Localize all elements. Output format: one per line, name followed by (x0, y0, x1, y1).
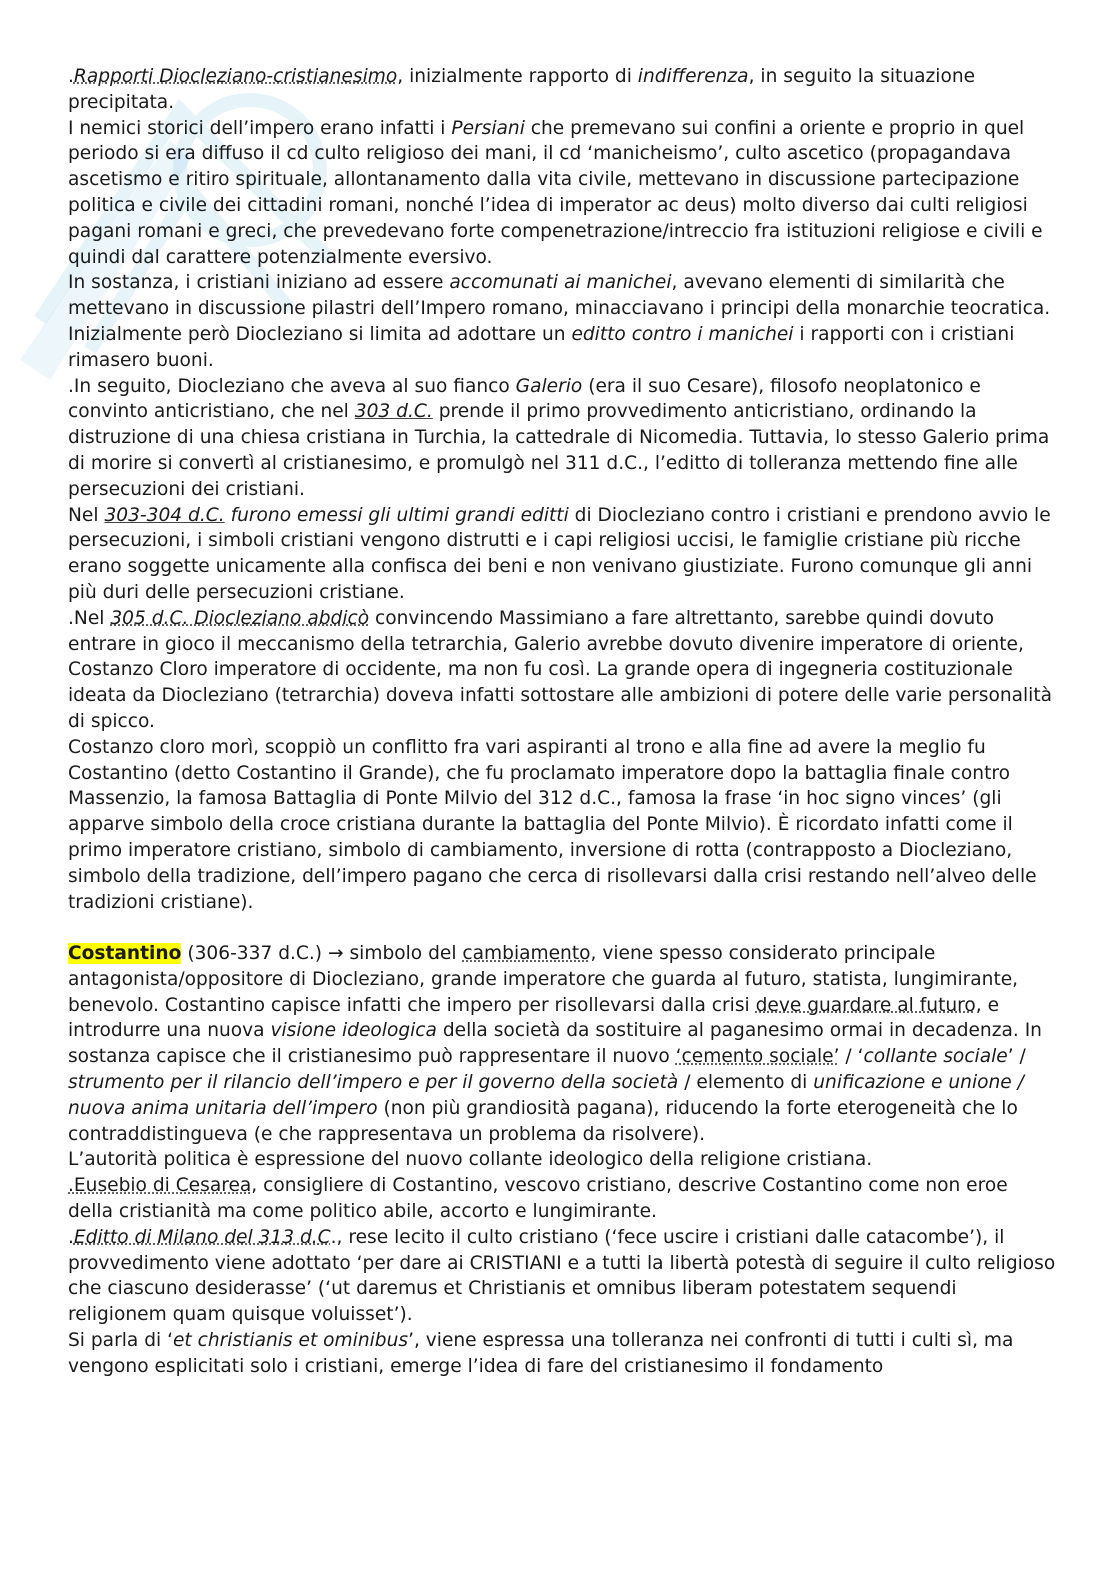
paragraph-editto-manichei: Inizialmente però Diocleziano si limita ad adottare un editto contro i manichei i rapporti con i cristiani rimasero buoni. (68, 323, 1015, 371)
paragraph-costanzo-cloro: Costanzo cloro morì, scoppiò un conflitto fra vari aspiranti al trono e alla fine ad avere la meglio fu Costantino (detto Costantino il Grande), che fu proclamato imperatore dopo la battaglia finale contro Massenzio, la famosa Battaglia di Ponte Milvio del 312 d.C., famosa la frase ‘in hoc signo vinces’ (gli apparve simbolo della croce cristiana durante la battaglia del Ponte Milvio). È ricordato infatti come il primo imperatore cristiano, simbolo di cambiamento, inversione di rotta (contrapposto a Diocleziano, simbolo della tradizione, dell’impero pagano che cerca di risollevarsi dalla crisi restando nell’alveo delle tradizioni cristiane). (68, 736, 1037, 913)
paragraph-editti: Nel 303-304 d.C. furono emessi gli ultimi grandi editti di Diocleziano contro i cristiani e prendono avvio le persecuzioni, i simboli cristiani vengono distrutti e i capi religiosi uccisi, le famiglie cristiane più ricche erano soggette unicamente alla confisca dei beni e non venivano giustiziate. Furono comunque gli anni più duri delle persecuzioni cristiane. (68, 504, 1051, 603)
highlighted-heading: Costantino (68, 943, 182, 965)
blank-line (68, 915, 1058, 941)
paragraph-eusebio: .Eusebio di Cesarea, consigliere di Costantino, vescovo cristiano, descrive Costantino come non eroe della cristianità ma come politico abile, accorto e lungimirante. (68, 1175, 1008, 1223)
paragraph-persiani: I nemici storici dell’impero erano infatti i Persiani che premevano sui confini a oriente e proprio in quel periodo si era diffuso il cd culto religioso dei mani, il cd ‘manicheismo’, culto ascetico (propagandava ascetismo e ritiro spirituale, allontanamento dalla vita civile, mettevano in discussione partecipazione politica e civile dei cittadini romani, nonché l’idea di imperator ac deus) molto diverso dai culti religiosi pagani romani e greci, che prevedevano forte compenetrazione/intreccio fra istituzioni religiose e civili e quindi dal carattere potenzialmente eversivo. (68, 117, 1043, 268)
paragraph-abdicazione: .Nel 305 d.C. Diocleziano abdicò convincendo Massimiano a fare altrettanto, sarebbe quindi dovuto entrare in gioco il meccanismo della tetrarchia, Galerio avrebbe dovuto divenire imperatore di oriente, Costanzo Cloro imperatore di occidente, ma non fu così. La grande opera di ingegneria costituzionale ideata da Diocleziano (tetrarchia) doveva infatti sottostare alle ambizioni di potere delle varie personalità di spicco. (68, 607, 1053, 732)
arrow-icon: → (327, 943, 344, 965)
paragraph-christianis: Si parla di ‘et christianis et ominibus’, viene espressa una tolleranza nei confronti di tutti i culti sì, ma vengono esplicitati solo i cristiani, emerge l’idea di fare del cristianesimo il fondamento (68, 1330, 1014, 1377)
paragraph-galerio: .In seguito, Diocleziano che aveva al suo fianco Galerio (era il suo Cesare), filosofo neoplatonico e convinto anticristiano, che nel 303 d.C. prende il primo provvedimento anticristiano, ordinando la distruzione di una chiesa cristiana in Turchia, la cattedrale di Nicomedia. Tuttavia, lo stesso Galerio prima di morire si convertì al cristianesimo, e promulgò nel 311 d.C., l’editto di tolleranza mettendo fine alle persecuzioni dei cristiani. (68, 375, 1050, 500)
paragraph-costantino: Costantino (306-337 d.C.) → simbolo del cambiamento, viene spesso considerato principale antagonista/oppositore di Diocleziano, grande imperatore che guarda al futuro, statista, lungimirante, benevolo. Costantino capisce infatti che impero per risollevarsi dalla crisi deve guardare al futuro, e introdurre una nuova visione ideologica della società da sostituire al paganesimo ormai in decadenza. In sostanza capisce che il cristianesimo può rappresentare il nuovo ‘cemento sociale’ / ‘collante sociale’ / strumento per il rilancio dell’impero e per il governo della società / elemento di unificazione e unione / nuova anima unitaria dell’impero (non più grandiosità pagana), riducendo la forte eterogeneità che lo contraddistingueva (e che rappresentava un problema da risolvere). (68, 943, 1042, 1145)
paragraph-editto-milano: .Editto di Milano del 313 d.C., rese lecito il culto cristiano (‘fece uscire i cristiani dalle catacombe’), il provvedimento viene adottato ‘per dare ai CRISTIANI e a tutti la libertà potestà di seguire il culto religioso che ciascuno desiderasse’ (‘ut daremus et Christianis et omnibus liberam potestatem sequendi religionem quam quisque voluisset’). (68, 1226, 1056, 1326)
paragraph-autorita: L’autorità politica è espressione del nuovo collante ideologico della religione cristiana. (68, 1149, 873, 1171)
paragraph-manichei: In sostanza, i cristiani iniziano ad essere accomunati ai manichei, avevano elementi di similarità che mettevano in discussione pilastri dell’Impero romano, minacciavano i principi della monarchie teocratica. (68, 272, 1051, 320)
paragraph-rapporti: .Rapporti Diocleziano-cristianesimo, inizialmente rapporto di indifferenza, in seguito la situazione precipitata. (68, 66, 976, 113)
topic-rapporti: Rapporti Diocleziano-cristianesimo (73, 66, 398, 87)
document-body (68, 64, 1058, 1380)
